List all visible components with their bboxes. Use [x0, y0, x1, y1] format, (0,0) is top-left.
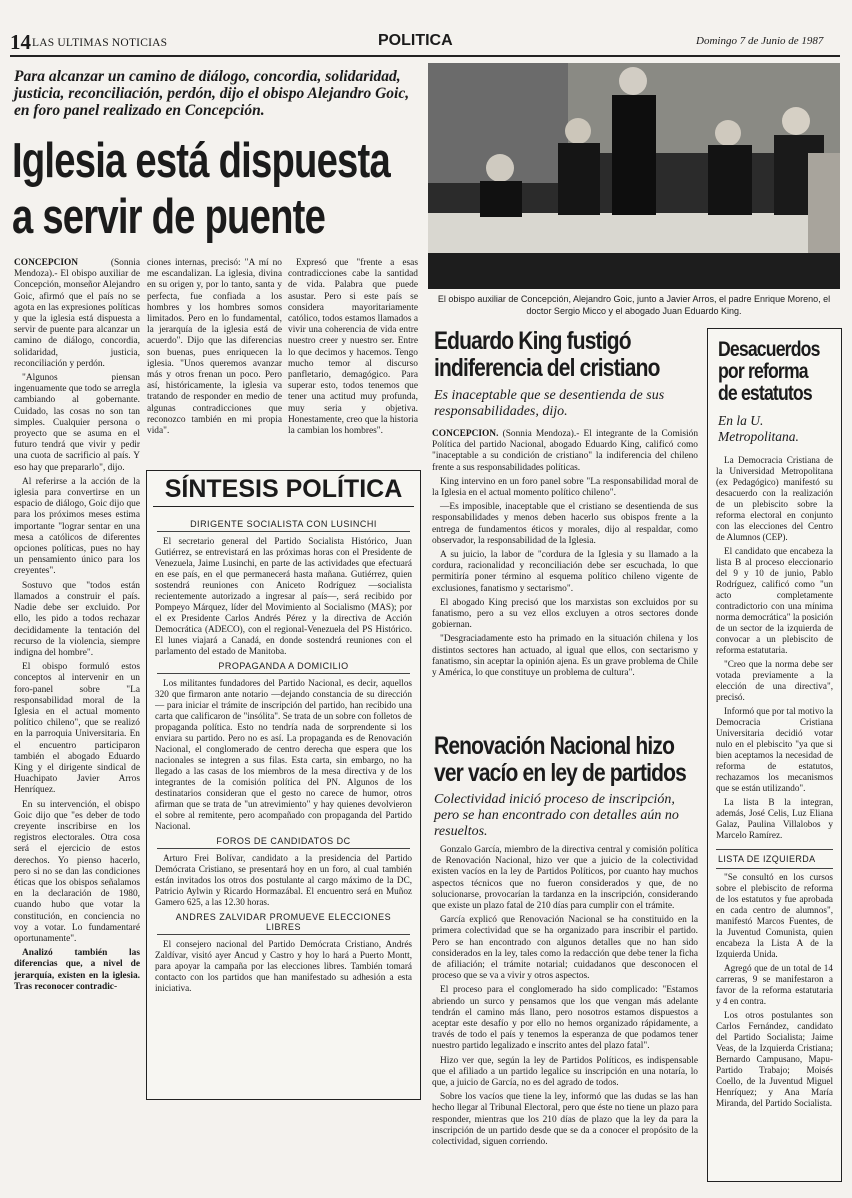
um-body-2 — [716, 872, 833, 1112]
um-headline-1: Desacuerdos — [718, 338, 820, 361]
sintesis-heading: ANDRES ZALVIDAR PROMUEVE ELECCIONES LIBRES — [157, 912, 410, 935]
paragraph: "Creo que la norma debe ser votada previamente a la elección de una directiva", precisó. — [716, 659, 833, 702]
forum-photo — [428, 63, 840, 289]
paragraph: Analizó también las diferencias que, a nivel de jerarquía, existen en la iglesia. Tras reconocer contradic- — [14, 948, 140, 992]
header-rule — [10, 55, 840, 57]
main-col-1 — [14, 258, 140, 1003]
sintesis-title: SÍNTESIS POLÍTICA — [153, 471, 414, 507]
um-headline-2: por reforma — [718, 360, 808, 383]
main-headline-1: Iglesia está dispuesta — [12, 134, 390, 188]
king-headline-2: indiferencia del cristiano — [434, 354, 660, 382]
rn-headline-2: ver vacío en ley de partidos — [434, 759, 686, 787]
paper-name: LAS ULTIMAS NOTICIAS — [32, 37, 168, 49]
paragraph: Los otros postulantes son Carlos Fernández, candidato del Partido Socialista; Jaime Veas, de la Izquierda Cristiana; Bernardo Campusano, Mapu-Partido Trabajo; Moisés Coello, de la Juventud Miguel Henríquez; y Ana María Miranda, del Partido Socialista. — [716, 1010, 833, 1108]
paragraph: King intervino en un foro panel sobre "La responsabilidad moral de la Iglesia en el actual momento político chileno". — [432, 476, 698, 499]
um-subhead: LISTA DE IZQUIERDA — [718, 854, 816, 864]
um-box — [707, 328, 842, 1182]
main-col-3 — [288, 258, 418, 466]
um-headline-3: de estatutos — [718, 382, 812, 405]
paragraph: Sobre los vacíos que tiene la ley, informó que las dudas se las han hecho llegar al Tribunal Electoral, pero que éste no tiene un plazo para responder, mientras que los 210 días de plazo que la ley da para la inscripción de un partido desde que se da a conocer el propósito de la colectividad, siguen corriendo. — [432, 1092, 698, 1148]
paragraph: —Es imposible, inaceptable que el cristiano se desentienda de sus responsabilidades y menos deben hacerlo sus obispos frente a la entrega de fundamentos éticos y morales, dijo al respaldar, como observador, la responsabilidad de la Iglesia. — [432, 502, 698, 546]
rn-deck: Colectividad inició proceso de inscripción, pero se han encontrado con detalles aún no resueltos. — [434, 792, 679, 839]
page-number: 14 — [10, 30, 31, 54]
paragraph: Sostuvo que "todos están llamados a construir el país. Nadie debe ser excluido. Por ello, les pido a todos rechazar decididamente la tentación del recurso de la violencia, siempre indigna del hombre". — [14, 580, 140, 658]
main-dateline: CONCEPCION — [14, 258, 79, 268]
paragraph: Expresó que "frente a esas contradicciones cabe la santidad de vida. Palabra que puede asustar. Pero si este país se considera mayoritariamente católico, todos estamos llamados a vivir una coherencia de vida entre nuestro creer y nuestro ser. Entre lo que decimos y hacemos. Tengo mucho temor al discurso panfletario, demagógico. Para superar esto, todos tenemos que tener una actitud muy profunda, muy seria y objetiva. Honestamente, creo que la historia la cambian los hombres". — [288, 258, 418, 437]
paragraph: En su intervención, el obispo Goic dijo que "es deber de todo creyente inscribirse en los registros electorales. Otra cosa será el ejercicio de estos derechos. Yo pienso hacerlo, pero si no se dan las condiciones éticas que los obispos señalamos en la declaración de 1980, cuando hubo que votar la constitución, en conciencia no voy a votar. Lo fundamentaré oportunamente". — [14, 799, 140, 944]
main-headline-2: a servir de puente — [12, 190, 326, 244]
sintesis-box — [146, 470, 421, 1100]
paragraph: "Algunos piensan ingenuamente que todo se arregla cambiando al gobernante. Cuidado, las cosas no son tan simples. Cualquier persona o proyecto que se asuma en el futuro tendrá que vivir y pedir una cuota de sacrificio al país. Y eso hay que prepararlo", dijo. — [14, 373, 140, 473]
paragraph: Agregó que de un total de 14 carreras, 9 se manifestaron a favor de la reforma estatutaria y 4 en contra. — [716, 963, 833, 1006]
paragraph: A su juicio, la labor de "cordura de la Iglesia y su llamado a la cordura, racionalidad y reconciliación debe ser escuchada, lo que permitiría poner término al esquema político chileno vigente de exclusiones, fanatismo y sectarismo". — [432, 550, 698, 594]
rn-headline-1: Renovación Nacional hizo — [434, 732, 675, 760]
rn-body — [432, 845, 698, 1165]
sintesis-heading: PROPAGANDA A DOMICILIO — [157, 661, 410, 674]
paragraph: El obispo formuló estos conceptos al intervenir en un foro-panel sobre "La responsabilidad moral de la Iglesia en el actual momento político chileno", que se realizó en la parroquia Universitaria. En el encuentro participaron también el abogado Eduardo King y el dirigente sindical de Huachipato Javier Arros Henríquez. — [14, 662, 140, 796]
page-header — [10, 30, 840, 52]
paragraph: "Se consultó en los cursos sobre el plebiscito de reforma de los estatutos y fue aprobada en cada centro de alumnos", manifestó Marcos Fuentes, de la Juventud Comunista, quien encabeza la Lista A de la Izquierda Unida. — [716, 872, 833, 959]
section-name: POLITICA — [378, 32, 453, 49]
paragraph: (Sonnia Mendoza).- El integrante de la Comisión Política del partido Nacional, abogado Eduardo King, calificó como "inaceptable a su condición de cristiano" la indiferencia del chileno frente a sus responsabilidades políticas. — [432, 429, 698, 473]
king-dateline: CONCEPCION. — [432, 429, 499, 439]
paragraph: El proceso para el conglomerado ha sido complicado: "Estamos abriendo un surco y pensamos que los que vengan más adelante tendrán el camino más llano, pero nosotros estamos dispuestos a aceptar este desafío y por ello no hemos organizado rápidamente, a través de todo el país y tenemos la esperanza de que podamos tener nuestro partido legalizado e inscrito antes del plazo fatal". — [432, 985, 698, 1052]
paragraph: El candidato que encabeza la lista B al proceso eleccionario del 9 y 10 de junio, Pablo Rodríguez, calificó como "un acto completamente contradictorio con una mínima norma democrática" la posición de un sector de la izquierda de convocar a un plebiscito de reforma estatutaria. — [716, 546, 833, 655]
king-deck: Es inaceptable que se desentienda de sus responsabilidades, dijo. — [434, 388, 665, 419]
issue-date: Domingo 7 de Junio de 1987 — [696, 35, 824, 47]
photo-illustration — [428, 63, 840, 289]
paragraph: Al referirse a la acción de la iglesia para convertirse en un espacio de diálogo, Goic dijo que para los próximos meses estima importante "lograr sentar en una mesa a católicos de diferentes opciones políticas, pues no hay un pensamiento único para los creyentes". — [14, 476, 140, 577]
main-deck: Para alcanzar un camino de diálogo, concordia, solidaridad, justicia, reconciliación, perdón, dijo el obispo Alejandro Goic, en foro panel realizado en Concepción. — [14, 68, 410, 119]
paragraph: La Democracia Cristiana de la Universidad Metropolitana (ex Pedagógico) manifestó su desacuerdo con la realización de un plebiscito sobre la reforma electoral en conjunto con las elecciones del Centro de Alumnos (CEP). — [716, 455, 833, 542]
main-col-2 — [147, 258, 282, 466]
photo-caption: El obispo auxiliar de Concepción, Alejandro Goic, junto a Javier Arros, el padre Enrique Moreno, el doctor Sergio Micco y el abogado Juan Eduardo King. — [437, 294, 831, 316]
paragraph: (Sonnia Mendoza).- El obispo auxiliar de Concepción, monseñor Alejandro Goic, afirmó que el país no se agota en las expresiones políticas y que la iglesia está dispuesta a servir de puente para alcanzar un camino de diálogo, concordia, solidaridad, justicia, reconciliación y perdón. — [14, 258, 140, 369]
paragraph: "Desgraciadamente esto ha primado en la situación chilena y los distintos sectores han actuado, al igual que ellos, con sectarismo y fanatismo, sin aceptar la opinión ajena. Es un grave problema de Chile y América, lo que constituye un problema de cultura". — [432, 634, 698, 679]
sintesis-text: El secretario general del Partido Socialista Histórico, Juan Gutiérrez, se entrevistará en las próximas horas con el Presidente de Venezuela, Jaime Lusinchi, en parte de las actividades que efectuará en ese país, en el que permanecerá hasta mañana. Gutiérrez, quien sostendrá reuniones con Aniceto Rodríguez —socialista recientemente autorizado a ingresar al país—, será recibido por Pompeyo Márquez, líder del Movimiento al Socialismo (MAS); por el ex Presidente Carlos Andrés Pérez y la directiva de Acción Democrática (ADECO), con el regional-Venezuela del PS Histórico. El lunes viajará a Canadá, en donde sostendrá reuniones con el parlamento del estado de Manitoba. — [155, 536, 412, 656]
paragraph: Hizo ver que, según la ley de Partidos Políticos, es indispensable que el afiliado a un partido legalice su inscripción en una notaría, lo que, a juicio de García, no es del agrado de todos. — [432, 1055, 698, 1089]
paragraph: García explicó que Renovación Nacional se ha constituido en la primera colectividad que se ha organizado para inscribir el partido. Pero se han encontrado con algunos detalles que no han sido considerados en la ley, tales como la redacción que debe tener la ficha de afiliación; el trámite notarial; cuidadanos que desconocen el proceso que se va a vivir y otros aspectos. — [432, 915, 698, 982]
king-body — [432, 429, 698, 737]
paragraph: La lista B la integran, además, José Celis, Luz Eliana Galaz, Paulina Villalobos y Marcelo Ramírez. — [716, 797, 833, 840]
sintesis-text: Los militantes fundadores del Partido Nacional, es decir, aquellos 320 que firmaron ante notario —dejando constancia de su dirección— para iniciar el trámite de inscripción del partido, han recibido una carta que calificaron de "insólita". Se trata de un sobre con folletos de propaganda política. Esto no tendría nada de sorprendente si los enviara su partido. Pero no es así. La propaganda es de Renovación Nacional, el conglomerado de centro derecha que espera que los nacionales se integren a sus filas. Esta carta, sin embargo, no ha llegado a las casas de los miembros de la mesa directiva y de los integrantes de la comisión política del PN. Algunos de los destinatarios consideran que el gesto no carece de humor, otros afirman que se trata de "un atrevimiento" y hay quienes devolvieron el sobre al remitente, pero acompañado con propaganda del Partido Nacional. — [155, 678, 412, 831]
king-headline-1: Eduardo King fustigó — [434, 327, 631, 355]
sintesis-text: Arturo Frei Bolívar, candidato a la presidencia del Partido Demócrata Cristiano, se presentará hoy en un foro, al cual también están invitados los otros dos postulante al cargo máximo de la DC, Patricio Aylwin y Ricardo Hormazábal. El encuentro será en Muñoz Gamero 625, a las 12.30 horas. — [155, 853, 412, 907]
paragraph: ciones internas, precisó: "A mí no me escandalizan. La iglesia, divina en su origen y, por lo tanto, santa y perfecta, fue confiada a los hombres y los hombres somos limitados. Pero en lo fundamental, la jerarquía de la iglesia está de acuerdo". Dijo que las diferencias son buenas, pues enriquecen la iglesia. "Unos queremos avanzar más y otros frenan un poco. Pero así, históricamente, la iglesia va tratando de responder en medio de algunas contradicciones que reconozco también en mi propia vida". — [147, 258, 282, 437]
sintesis-text: El consejero nacional del Partido Demócrata Cristiano, Andrés Zaldívar, visitó ayer Ancud y Castro y hoy lo hará a Puerto Montt, para apoyar la campaña por las elecciones libres. También tomará contacto con los partidos que han manifestado su adhesión a esta iniciativa. — [155, 939, 412, 993]
paragraph: El abogado King precisó que los marxistas son excluidos por su fanatismo, pero a su vez ellos excluyen a otros sectores donde gobiernan. — [432, 597, 698, 631]
paragraph: Informó que por tal motivo la Democracia Cristiana Universitaria decidió votar nulo en el plebiscito "ya que si bien aceptamos la necesidad de reforma de estatutos, rechazamos los mecanismos que se están utilizando". — [716, 706, 833, 793]
sintesis-heading: FOROS DE CANDIDATOS DC — [157, 836, 410, 849]
paragraph: Gonzalo García, miembro de la directiva central y comisión política de Renovación Nacional, hizo ver que a juicio de la colectividad existen vacíos en la ley de Partidos Políticos, por cuanto hay muchos aspectos técnicos que no fueron considerados y que, de no solucionarse, provocarían la tardanza en la inscripción, considerando que existe un plazo fatal de 210 días para cumplir con el trámite. — [432, 845, 698, 912]
sintesis-heading: DIRIGENTE SOCIALISTA CON LUSINCHI — [157, 519, 410, 532]
um-subhead-rule — [716, 849, 833, 850]
um-deck: En la U. Metropolitana. — [718, 413, 799, 444]
um-body — [716, 455, 833, 844]
um-subhead-rule-bottom — [716, 868, 833, 869]
